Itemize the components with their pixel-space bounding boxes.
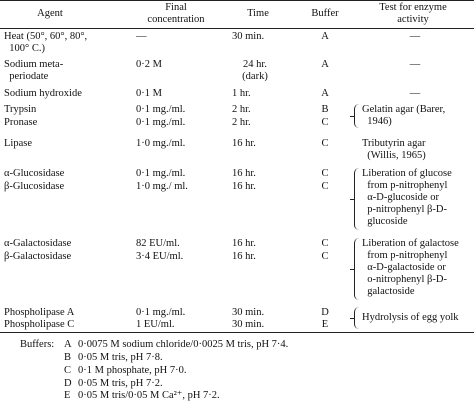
row-time: 1 hr. <box>232 88 251 99</box>
row-buffer: A <box>321 59 329 70</box>
buffer-code: D <box>64 378 72 389</box>
row-conc: 1 EU/ml. <box>136 319 175 330</box>
row-buffer: A <box>321 88 329 99</box>
row-time: 16 hr. <box>232 138 256 149</box>
row-conc: 0·1 M <box>136 88 162 99</box>
brace-galactosidase <box>354 238 361 300</box>
row-agent: Sodium meta- periodate <box>4 59 64 82</box>
row-buffer: C <box>321 138 329 149</box>
buffer-code: E <box>64 390 71 401</box>
header-final-concentration: Final concentration <box>147 2 205 25</box>
test-phospholipase: Hydrolysis of egg yolk <box>362 312 459 323</box>
top-rule <box>0 0 474 1</box>
row-conc: 82 EU/ml. <box>136 238 180 249</box>
row-time: 2 hr. <box>232 117 251 128</box>
row-time: 30 min. <box>232 319 265 330</box>
brace-phospholipase <box>354 307 361 329</box>
row-agent: Lipase <box>4 138 32 149</box>
row-test: — <box>409 31 421 42</box>
row-agent: Sodium hydroxide <box>4 88 82 99</box>
buffer-code: B <box>64 352 72 363</box>
row-agent: α-Galactosidase <box>4 238 72 249</box>
row-buffer: B <box>321 104 329 115</box>
row-agent: Heat (50°, 60°, 80°, 100° C.) <box>4 31 88 54</box>
row-agent: Trypsin <box>4 104 37 115</box>
row-test: — <box>409 88 421 99</box>
buffer-code: A <box>64 339 72 350</box>
row-buffer: A <box>321 31 329 42</box>
row-conc: 0·1 mg./ml. <box>136 168 186 179</box>
row-buffer: D <box>321 307 329 318</box>
row-buffer: C <box>321 181 329 192</box>
row-conc: 3·4 EU/ml. <box>136 251 184 262</box>
row-conc: 0·1 mg./ml. <box>136 117 186 128</box>
row-time: 16 hr. <box>232 238 256 249</box>
row-agent: β-Glucosidase <box>4 181 65 192</box>
row-agent: Phospholipase A <box>4 307 75 318</box>
row-agent: β-Galactosidase <box>4 251 72 262</box>
row-time: 2 hr. <box>232 104 251 115</box>
row-buffer: C <box>321 251 329 262</box>
test-galactosidase: Liberation of galactose from p-nitrophenyl α-D-galactoside or o-nitrophenyl β-D- galactoside <box>362 238 459 297</box>
row-agent: Pronase <box>4 117 38 128</box>
row-conc: 0·1 mg./ml. <box>136 104 186 115</box>
test-protease: Gelatin agar (Barer, 1946) <box>362 104 446 127</box>
brace-protease <box>354 104 361 128</box>
row-time: 16 hr. <box>232 181 256 192</box>
row-conc: 0·2 M <box>136 59 162 70</box>
row-time: 30 min. <box>232 307 265 318</box>
header-agent: Agent <box>37 8 63 19</box>
row-buffer: C <box>321 117 329 128</box>
row-time: 16 hr. <box>232 251 256 262</box>
row-conc: 1·0 mg./ml. <box>136 138 186 149</box>
row-time: 16 hr. <box>232 168 256 179</box>
row-conc: — <box>136 31 147 42</box>
buffer-code: C <box>64 365 72 376</box>
header-time: Time <box>247 8 269 19</box>
buffer-text: 0·0075 M sodium chloride/0·0025 M tris, pH 7·4. <box>78 339 289 350</box>
row-time: 30 min. <box>232 31 265 42</box>
buffers-label: Buffers: <box>20 339 55 350</box>
row-buffer: C <box>321 238 329 249</box>
test-lipase: Tributyrin agar (Willis, 1965) <box>362 138 426 161</box>
bottom-rule <box>0 332 474 333</box>
buffer-text: 0·05 M tris/0·05 M Ca²⁺, pH 7·2. <box>78 390 220 401</box>
row-buffer: C <box>321 168 329 179</box>
buffer-text: 0·05 M tris, pH 7·2. <box>78 378 163 389</box>
brace-glucosidase <box>354 168 361 230</box>
buffer-text: 0·05 M tris, pH 7·8. <box>78 352 163 363</box>
row-buffer: E <box>321 319 329 330</box>
row-time: 24 hr. (dark) <box>242 59 268 82</box>
row-test: — <box>409 59 421 70</box>
buffer-text: 0·1 M phosphate, pH 7·0. <box>78 365 187 376</box>
header-test: Test for enzyme activity <box>379 2 447 25</box>
row-conc: 0·1 mg./ml. <box>136 307 186 318</box>
test-glucosidase: Liberation of glucose from p-nitrophenyl α-D-glucoside or p-nitrophenyl β-D- glucoside <box>362 168 452 227</box>
header-buffer: Buffer <box>311 8 339 19</box>
row-agent: Phospholipase C <box>4 319 75 330</box>
header-rule <box>0 28 474 29</box>
row-agent: α-Glucosidase <box>4 168 65 179</box>
row-conc: 1·0 mg./ ml. <box>136 181 188 192</box>
